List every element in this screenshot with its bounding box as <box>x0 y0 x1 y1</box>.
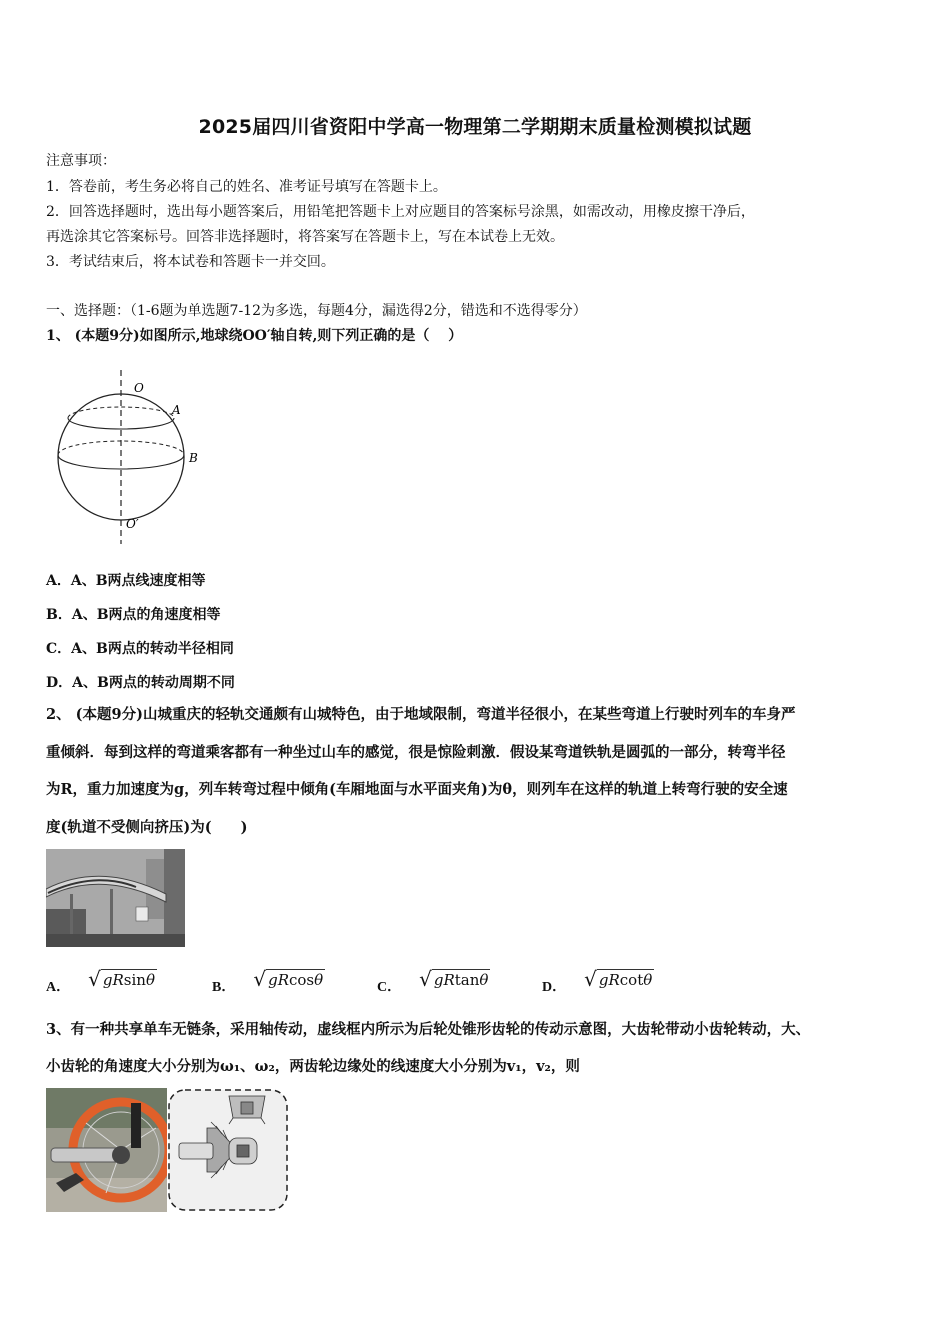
option-label: B． <box>212 980 236 995</box>
question-2-line: 重倾斜．每到这样的弯道乘客都有一种坐过山车的感觉，很是惊险刺激．假设某弯道铁轨是圆弧的一部分，转弯半径 <box>46 744 786 761</box>
question-1-option-b: B．A、B两点的角速度相等 <box>46 607 221 623</box>
sqrt-formula: √ gRcosθ <box>253 967 324 991</box>
label-a: A <box>172 403 181 417</box>
notice-item: 2．回答选择题时，选出每小题答案后，用铅笔把答题卡上对应题目的答案标号涂黑，如需改动，用橡皮擦干净后， <box>46 204 755 220</box>
bicycle-photo <box>46 1088 167 1212</box>
option-label: D． <box>542 980 567 995</box>
question-2-option-a <box>46 962 157 996</box>
question-1-option-a: A．A、B两点线速度相等 <box>46 573 206 589</box>
question-2-option-c <box>377 962 490 996</box>
question-2-line: 2、 (本题9分)山城重庆的轻轨交通颇有山城特色，由于地域限制，弯道半径很小，在某些弯道上行驶时列车的车身严 <box>46 706 796 723</box>
question-2-option-d <box>542 962 654 996</box>
earth-figure <box>46 362 226 552</box>
label-o: O <box>134 381 144 395</box>
sqrt-formula: √ gRtanθ <box>419 967 489 991</box>
label-o-prime: O′ <box>126 517 139 531</box>
question-1-stem: 1、 (本题9分)如图所示,地球绕OO′轴自转,则下列正确的是（ ） <box>46 328 463 344</box>
monorail-photo <box>46 849 185 947</box>
question-3-line: 3、有一种共享单车无链条，采用轴传动，虚线框内所示为后轮处锥形齿轮的传动示意图，大齿轮带动小齿轮转动，大、 <box>46 1021 811 1038</box>
bevel-gear-diagram <box>167 1088 289 1212</box>
notice-item: 3．考试结束后，将本试卷和答题卡一并交回。 <box>46 254 335 270</box>
option-label: C． <box>377 980 402 995</box>
sqrt-formula: √ gRcotθ <box>584 967 653 991</box>
question-2-option-b <box>212 962 325 996</box>
option-label: A． <box>46 980 71 995</box>
page-title: 2025届四川省资阳中学高一物理第二学期期末质量检测模拟试题 <box>198 116 752 138</box>
question-3-line: 小齿轮的角速度大小分别为ω₁、ω₂，两齿轮边缘处的线速度大小分别为v₁，v₂，则 <box>46 1058 580 1075</box>
question-1-option-d: D．A、B两点的转动周期不同 <box>46 675 235 691</box>
sqrt-formula: √ gRsinθ <box>88 967 155 991</box>
question-2-line: 为R，重力加速度为g，列车转弯过程中倾角(车厢地面与水平面夹角)为θ，则列车在这样的轨道上转弯行驶的安全速 <box>46 781 788 798</box>
section-heading: 一、选择题：（1-6题为单选题7-12为多选，每题4分，漏选得2分，错选和不选得零分） <box>46 303 587 319</box>
notice-item: 再选涂其它答案标号。回答非选择题时，将答案写在答题卡上，写在本试卷上无效。 <box>46 229 564 245</box>
label-b: B <box>189 451 198 465</box>
notice-item: 1．答卷前，考生务必将自己的姓名、准考证号填写在答题卡上。 <box>46 179 447 195</box>
question-1-option-c: C．A、B两点的转动半径相同 <box>46 641 234 657</box>
question-2-line: 度(轨道不受侧向挤压)为( ) <box>46 819 248 836</box>
notice-heading: 注意事项： <box>46 153 116 169</box>
